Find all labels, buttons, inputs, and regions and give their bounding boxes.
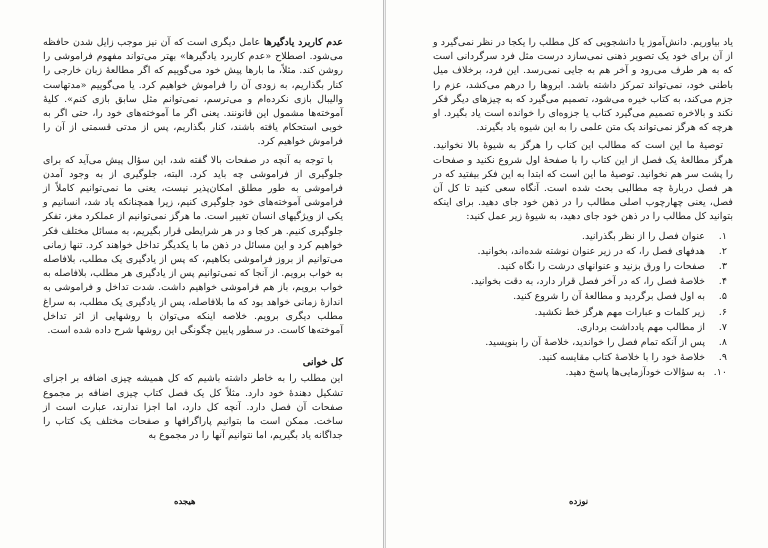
- list-item-text: به سؤالات خودآزمایی‌ها پاسخ دهید.: [565, 367, 705, 379]
- list-item-text: هدفهای فصل را، که در زیر عنوان نوشته شده‌اند، بخوانید.: [477, 245, 705, 257]
- list-item: [433, 289, 727, 304]
- list-item-number: ۱۰.: [713, 367, 727, 379]
- left-paragraph-1: [43, 36, 343, 150]
- list-item: [433, 259, 727, 274]
- list-item-text: پس از آنکه تمام فصل را خواندید، خلاصهٔ آن را بنویسید.: [485, 337, 705, 349]
- right-paragraph-2: توصیهٔ ما این است که مطالب این کتاب را هرگز به شیوهٔ بالا نخوانید. هرگز مطالعهٔ یک فصل از این کتاب را با صفحهٔ اول شروع نکنید و صفحات را پشت سر هم نخوانید. توصیهٔ ما این است که ابتدا به این فکر بیفتید که در هر فصل دربارهٔ چه مطالبی بحث شده است. آنگاه سعی کنید تا کل آن فصل، یعنی چهارچوب اصلی مطالب را در ذهن خود جای دهید. برای اینکه بتوانید کل مطالب را در ذهن خود جای دهید، به شیوهٔ زیر عمل کنید:: [433, 140, 733, 223]
- list-item-text: زیر کلمات و عبارات مهم هرگز خط نکشید.: [534, 306, 705, 318]
- list-item-text: صفحات را ورق بزنید و عنوانهای درشت را نگاه کنید.: [497, 261, 705, 273]
- section-heading: کل خوانی: [302, 357, 343, 369]
- left-paragraph-1-text: عامل دیگری است که آن نیز موجب زایل شدن حافظه می‌شود. اصطلاح «عدم کاربرد یادگیرها» بهتر می‌تواند مفهوم فراموشی را روشن کند. مثلاً، ما بارها پیش خود می‌گوییم که اگر مطالعهٔ زبان خارجی را کنار بگذاریم، به زودی آن را فراموش خواهیم کرد. یا می‌گوییم «مدتهاست والیبال بازی نکرده‌ام و می‌ترسم، نمی‌توانم مثل سابق بازی کنم». کلیهٔ آموخته‌ها مشمول این قانونند. یعنی اگر ما آموخته‌های خود را، حتی اگر به خوبی استحکام یافته باشند، کنار بگذاریم، پس از مدتی قسمتی از آن را فراموش خواهیم کرد.: [43, 37, 343, 148]
- list-item-number: ۴.: [718, 276, 727, 288]
- list-item: [433, 244, 727, 259]
- right-page: [386, 0, 768, 548]
- list-item: [433, 229, 727, 244]
- list-item-number: ۵.: [718, 291, 727, 303]
- term-bold: عدم کاربرد یادگیرها: [263, 37, 344, 48]
- left-paragraph-3: این مطلب را به خاطر داشته باشیم که کل همیشه چیزی اضافه بر اجزای تشکیل دهندهٔ خود دارد. مثلاً کل یک فصل کتاب چیزی اضافه بر مجموع صفحات آن فصل دارد. آنچه کل دارد، اما اجزا ندارند، عبارت است از ساخت. ممکن است ما بتوانیم پاراگرافها و صفحات مختلف یک کتاب را جداگانه یاد بگیریم، اما نتوانیم آنها را در مجموع به: [43, 373, 343, 442]
- right-paragraph-1: یاد بیاوریم. دانش‌آموز یا دانشجویی که کل مطلب را یکجا در نظر نمی‌گیرد و از آن برای خود یک تصویر ذهنی نمی‌سازد درست مثل فرد سرگردانی است که به هر طرف می‌رود و آخر هم به جایی نمی‌رسد. این فرد، برخلاف میل باطنی خود، نمی‌تواند تمرکز داشته باشد. ابروها را درهم می‌کشد، عزم را جزم می‌کند، به کتاب خیره می‌شود، تصمیم می‌گیرد که به چیزهای دیگر فکر نکند و بالاخره تصمیم می‌گیرد کتاب یا جزوه‌ای را خوانده است یاد بگیرد. او هرچه که هرگز نمی‌تواند یک متن علمی را به این شیوه یاد بگیرند.: [433, 37, 733, 134]
- list-item-number: ۳.: [718, 261, 727, 273]
- list-item-text: خلاصهٔ خود را با خلاصهٔ کتاب مقایسه کنید.: [538, 352, 705, 364]
- list-item-number: ۲.: [718, 245, 727, 257]
- list-item: [433, 274, 727, 289]
- list-item-number: ۷.: [718, 321, 727, 333]
- list-item-number: ۹.: [718, 352, 727, 364]
- list-item-text: به اول فصل برگردید و مطالعهٔ آن را شروع کنید.: [513, 291, 705, 303]
- list-item-text: خلاصهٔ فصل را، که در آخر فصل قرار دارد، به دقت بخوانید.: [470, 276, 705, 288]
- list-item: [433, 365, 727, 380]
- steps-list: [433, 229, 733, 381]
- list-item-number: ۸.: [718, 337, 727, 349]
- page-number-left: هیجده: [174, 497, 196, 507]
- left-text-column: [43, 36, 343, 443]
- list-item: [433, 305, 727, 320]
- left-paragraph-2: با توجه به آنچه در صفحات بالا گفته شد، این سؤال پیش می‌آید که برای جلوگیری از فراموشی چه باید کرد. البته، جلوگیری از به وجود آمدن فراموشی به طور مطلق امکان‌پذیر نیست، یعنی ما نمی‌توانیم کاملاً از فراموشی آموخته‌های خود جلوگیری کنیم، زیرا همچنانکه یاد شد، انسانیم و یکی از ویژگیهای انسان تغییر است. ما هرگز نمی‌توانیم از عملکرد مغز، تفکر جلوگیری کنیم. هر کجا و در هر شرایطی قرار بگیریم، به مسائل مختلف فکر خواهیم کرد و این مسائل در ذهن ما با یکدیگر تداخل خواهند کرد. تنها زمانی می‌توانیم از بروز فراموشی بکاهیم، که پس از یادگیری یک مطلب، بلافاصله به خواب برویم. از آنجا که نمی‌توانیم پس از یادگیری هر مطلب، بلافاصله به خواب برویم، باز هم فراموشی خواهیم داشت. شدت تداخل و فراموشی به اندازهٔ زمانی خواهد بود که ما بلافاصله، پس از یادگیری یک مطلب، به سراغ مطلب دیگری برویم. خلاصه اینکه می‌توان با روشهایی از اثر تداخل آموخته‌ها کاست. در سطور پایین چگونگی این روشها شرح داده شده است.: [43, 154, 343, 337]
- list-item-number: ۱.: [718, 230, 727, 242]
- list-item: [433, 335, 727, 350]
- list-item: [433, 320, 727, 335]
- list-item-number: ۶.: [718, 306, 727, 318]
- right-text-column: [433, 36, 733, 381]
- list-item: [433, 350, 727, 365]
- page-number-right: نوزده: [569, 497, 589, 507]
- list-item-text: عنوان فصل را از نظر بگذرانید.: [581, 230, 705, 242]
- list-item-text: از مطالب مهم یادداشت برداری.: [576, 321, 705, 333]
